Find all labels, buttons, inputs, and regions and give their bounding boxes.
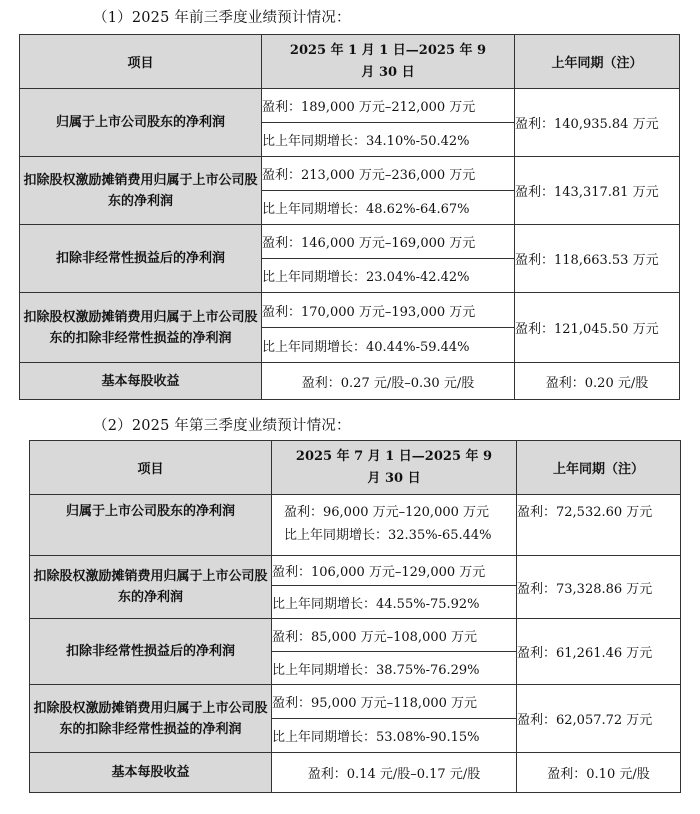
profit-range: 盈利：95,000 万元–118,000 万元 <box>272 685 517 719</box>
header-item: 项目 <box>20 35 262 89</box>
table-row <box>30 619 681 652</box>
section-2-title: （2）2025 年第三季度业绩预计情况： <box>93 418 351 434</box>
eps-current: 盈利：0.14 元/股–0.17 元/股 <box>272 753 517 793</box>
row-label: 扣除非经常性损益后的净利润 <box>30 619 272 685</box>
eps-current: 盈利：0.27 元/股–0.30 元/股 <box>262 363 515 400</box>
growth-range: 比上年同期增长：48.62%-64.67% <box>262 191 515 225</box>
growth-range: 比上年同期增长：23.04%-42.42% <box>262 259 515 293</box>
profit-range: 盈利：213,000 万元–236,000 万元 <box>262 157 515 191</box>
table-row <box>30 685 681 719</box>
profit-range: 盈利：146,000 万元–169,000 万元 <box>262 225 515 259</box>
header-period <box>262 35 515 89</box>
eps-label: 基本每股收益 <box>30 753 272 793</box>
prev-value: 盈利：118,663.53 万元 <box>515 225 680 293</box>
prev-value: 盈利：72,532.60 万元 <box>517 495 681 556</box>
table-row <box>20 89 680 123</box>
table-row <box>20 157 680 191</box>
row-label: 归属于上市公司股东的净利润 <box>20 89 262 157</box>
eps-label: 基本每股收益 <box>20 363 262 400</box>
eps-row <box>30 753 681 793</box>
prev-value: 盈利：62,057.72 万元 <box>517 685 681 753</box>
growth-range: 比上年同期增长：32.35%-65.44% <box>284 528 492 543</box>
growth-range: 比上年同期增长：53.08%-90.15% <box>272 719 517 753</box>
profit-range: 盈利：170,000 万元–193,000 万元 <box>262 293 515 328</box>
prev-value: 盈利：121,045.50 万元 <box>515 293 680 363</box>
growth-range: 比上年同期增长：34.10%-50.42% <box>262 123 515 157</box>
eps-prev: 盈利：0.20 元/股 <box>515 363 680 400</box>
table-row <box>20 225 680 259</box>
prev-value: 盈利：61,261.46 万元 <box>517 619 681 685</box>
growth-range: 比上年同期增长：38.75%-76.29% <box>272 652 517 685</box>
row-label: 扣除股权激励摊销费用归属于上市公司股东的净利润 <box>30 556 272 619</box>
profit-range: 盈利：85,000 万元–108,000 万元 <box>272 619 517 652</box>
row-label: 扣除股权激励摊销费用归属于上市公司股东的扣除非经常性损益的净利润 <box>20 293 262 363</box>
header-period-line2: 月 30 日 <box>367 470 421 486</box>
row-label: 扣除非经常性损益后的净利润 <box>20 225 262 293</box>
table-row <box>30 495 681 556</box>
profit-range: 盈利：96,000 万元–120,000 万元 <box>284 505 490 520</box>
row-label: 归属于上市公司股东的净利润 <box>30 495 272 556</box>
header-period-line1: 2025 年 7 月 1 日—2025 年 9 <box>295 448 493 464</box>
profit-range: 盈利：189,000 万元–212,000 万元 <box>262 89 515 123</box>
row-label: 扣除股权激励摊销费用归属于上市公司股东的净利润 <box>20 157 262 225</box>
q3-forecast-table <box>29 440 681 793</box>
prev-value: 盈利：140,935.84 万元 <box>515 89 680 157</box>
eps-row <box>20 363 680 400</box>
prev-value: 盈利：73,328.86 万元 <box>517 556 681 619</box>
header-item: 项目 <box>30 441 272 495</box>
table-header-row <box>30 441 681 495</box>
header-period-line2: 月 30 日 <box>361 64 415 80</box>
growth-range: 比上年同期增长：40.44%-59.44% <box>262 328 515 363</box>
section-1-title: （1）2025 年前三季度业绩预计情况： <box>93 10 351 26</box>
profit-range: 盈利：106,000 万元–129,000 万元 <box>272 556 517 586</box>
table-row <box>20 293 680 328</box>
table-header-row <box>20 35 680 89</box>
growth-range: 比上年同期增长：44.55%-75.92% <box>272 586 517 619</box>
value-cell <box>272 495 517 556</box>
prev-value: 盈利：143,317.81 万元 <box>515 157 680 225</box>
row-label: 扣除股权激励摊销费用归属于上市公司股东的扣除非经常性损益的净利润 <box>30 685 272 753</box>
ytd-forecast-table <box>19 34 680 400</box>
header-prev: 上年同期（注） <box>517 441 681 495</box>
table-row <box>30 556 681 586</box>
header-prev: 上年同期（注） <box>515 35 680 89</box>
eps-prev: 盈利：0.10 元/股 <box>517 753 681 793</box>
header-period-line1: 2025 年 1 月 1 日—2025 年 9 <box>289 42 487 58</box>
header-period <box>272 441 517 495</box>
